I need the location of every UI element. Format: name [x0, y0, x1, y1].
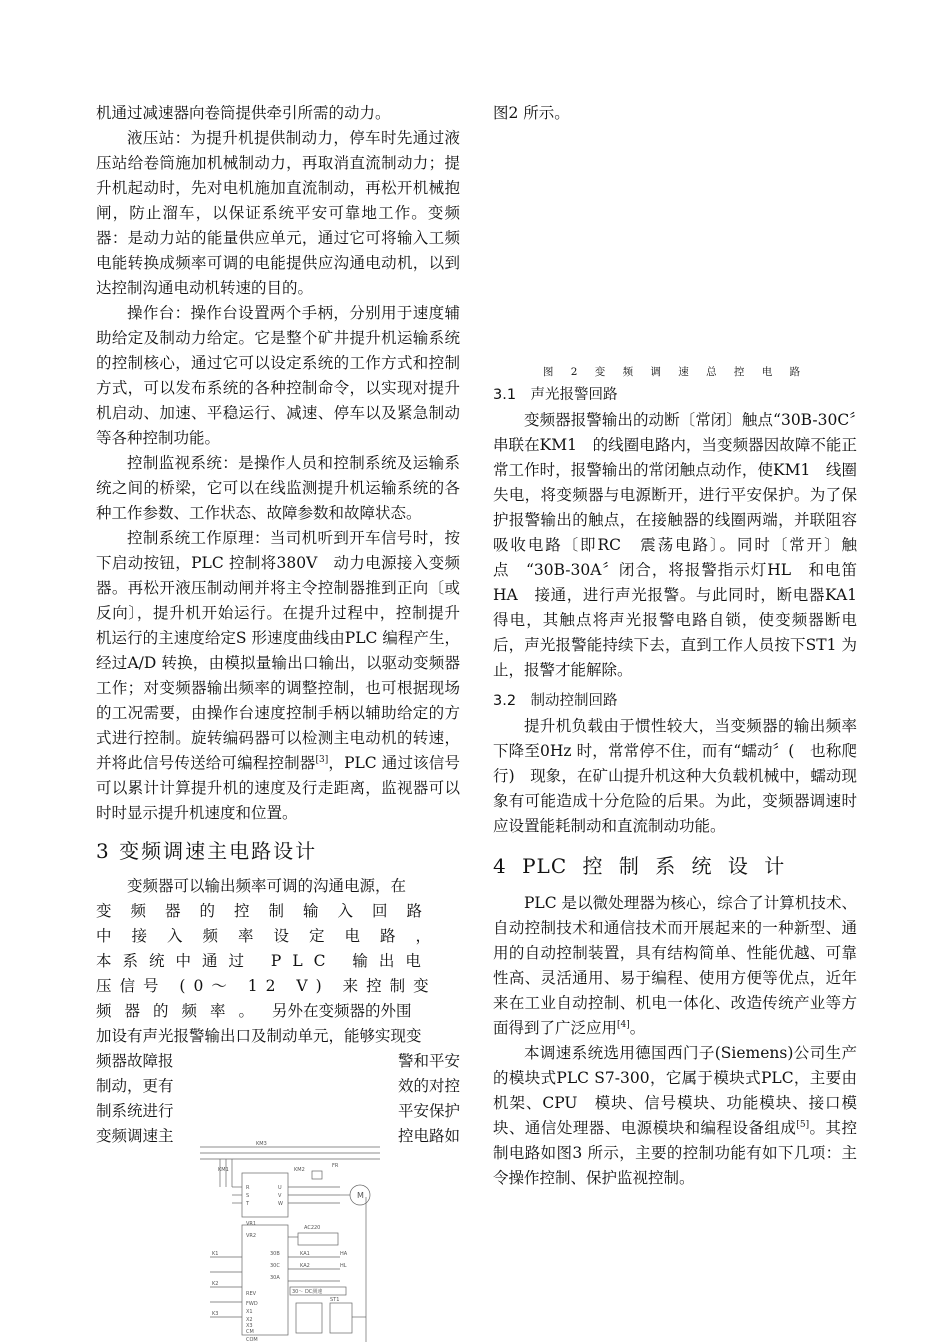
label-30c: 30C [270, 1263, 280, 1269]
paragraph: 提升机负载由于惯性较大，当变频器的输出频率下降至0Hz 时，常常停不住，而有“蠕动〞( 也称爬行) 现象，在矿山提升机这种大负载机械中，蠕动现象有可能造成十分危险的后果。为此，变频器调速时应设置能耗制动和直流制动功能。 [493, 717, 857, 835]
paragraph-line: 变频器的控制输入回路 [96, 902, 442, 920]
paragraph: 图2 所示。 [493, 104, 570, 122]
label-hl: HL [340, 1263, 347, 1269]
label-30b: 30B [270, 1251, 280, 1257]
citation: [5] [796, 1119, 810, 1130]
label-v: V [278, 1193, 282, 1199]
paragraph [96, 526, 460, 826]
section-heading: 3 变频调速主电路设计 [96, 839, 318, 863]
wrap-text: 警和平安 [397, 1052, 460, 1070]
paragraph [493, 1041, 857, 1191]
wrap-text: 制系统进行 [96, 1102, 174, 1120]
paragraph-text: 。 [629, 1019, 646, 1037]
label-t: T [246, 1201, 250, 1207]
label-fwd: FWD [246, 1301, 258, 1307]
wrap-line [96, 1049, 460, 1074]
label-km2: KM2 [294, 1167, 305, 1173]
figure-2-caption: 图 2 变 频 调 速 总 控 电 路 [542, 366, 808, 378]
right-column [493, 101, 857, 1191]
left-column [96, 101, 460, 1149]
motor-label: M [357, 1191, 364, 1200]
figure-2-area [493, 126, 857, 364]
section-heading: 4 PLC 控 制 系 统 设 计 [493, 854, 786, 878]
label-k1: K1 [212, 1251, 219, 1257]
label-x2: X2 [246, 1317, 253, 1323]
label-st1: ST1 [330, 1297, 340, 1303]
label-km3: KM3 [256, 1141, 267, 1147]
circuit-diagram [190, 1137, 390, 1344]
paragraph: 操作台：操作台设置两个手柄，分别用于速度辅助给定及制动力给定。它是整个矿井提升机运输系统的控制核心，通过它可以设定系统的工作方式和控制方式，可以发布系统的各种控制命令，以实现对提升机启动、加速、平稳运行、减速、停车以及紧急制动等各种控制功能。 [96, 304, 460, 447]
wrap-text: 平安保护 [397, 1102, 460, 1120]
label-vr2: VR2 [246, 1233, 257, 1239]
label-rev: REV [246, 1291, 257, 1297]
paragraph-text: ，PLC 通过该信号可以累计计算提升机的速度及行走距离，监视器可以时时显示提升机速度和位置。 [96, 754, 460, 822]
subsection-heading: 3.1 声光报警回路 [493, 387, 618, 403]
label-30a: 30A [270, 1275, 280, 1281]
citation: [4] [617, 1019, 630, 1030]
paragraph-text: 。其控制电路如图3 所示，主要的控制功能有如下几项：主令操作控制、保护监视控制。 [493, 1119, 857, 1187]
label-ka2: KA2 [300, 1263, 310, 1269]
subsection-heading: 3.2 制动控制回路 [493, 693, 618, 709]
paragraph-text: 本调速系统选用德国西门子(Siemens)公司生产的模块式PLC S7-300，它属于模块式PLC，主要由机架、CPU 模块、信号模块、功能模块、接口模块、通信处理器、电源模块和编程设备组成 [493, 1044, 857, 1137]
paragraph: 变频器报警输出的动断〔常闭〕触点“30B-30C〞串联在KM1 的线圈电路内，当变频器因故障不能正常工作时，报警输出的常闭触点动作，使KM1 线圈失电，将变频器与电源断开，进行平安保护。为了保护报警输出的触点，在接触器的线圈两端，并联阻容吸收电路〔即RC 震荡电路〕。同时〔常开〕触点 “30B-30A〞闭合，将报警指示灯HL 和电笛HA 接通，进行声光报警。与此同时，断电器KA1得电，其触点将声光报警电路自锁，使变频器断电后，声光报警能持续下去，直到工作人员按下ST1 为止，报警才能解除。 [493, 411, 857, 679]
wrap-text: 制动，更有 [96, 1077, 174, 1095]
paragraph-text: 另外在变频器的外围 [271, 1002, 412, 1020]
label-r: R [246, 1185, 250, 1191]
wrap-text: 效的对控 [397, 1077, 460, 1095]
paragraph-line: 本系统中通过 PLC 输出电 [96, 952, 432, 970]
label-k2: K2 [212, 1281, 219, 1287]
wrap-text: 频器故障报 [96, 1052, 174, 1070]
label-fr: FR [332, 1163, 339, 1169]
wrap-text: 控电路如 [397, 1127, 460, 1145]
citation: [3] [315, 754, 329, 765]
wrap-line [96, 1099, 460, 1124]
paragraph-line: 变频器可以输出频率可调的沟通电源，在 [127, 877, 407, 895]
paragraph-line [96, 999, 460, 1024]
label-note: 30～ DC测速 [292, 1289, 323, 1295]
paragraph: 机通过减速器向卷筒提供牵引所需的动力。 [96, 104, 391, 122]
wrap-line [96, 1074, 460, 1099]
paragraph-text: 频器的频率。 [96, 1002, 268, 1020]
label-x3: X3 [246, 1323, 253, 1329]
paragraph-line: 压信号 (0～ 12 V) 来控制变 [96, 977, 437, 995]
label-k3: K3 [212, 1311, 219, 1317]
label-vr1: VR1 [246, 1221, 257, 1227]
label-u: U [278, 1185, 282, 1191]
label-x1: X1 [246, 1309, 253, 1315]
paragraph-line: 加设有声光报警输出口及制动单元，能够实现变 [96, 1027, 422, 1045]
label-ka1: KA1 [300, 1251, 310, 1257]
label-w: W [278, 1201, 283, 1207]
label-com: COM [246, 1337, 258, 1343]
label-s: S [246, 1193, 250, 1199]
wrap-text: 变频调速主 [96, 1127, 174, 1145]
paragraph [493, 891, 857, 1041]
label-ac220: AC220 [304, 1225, 321, 1231]
label-ha: HA [340, 1251, 348, 1257]
paragraph: 液压站：为提升机提供制动力，停车时先通过液压站给卷筒施加机械制动力，再取消直流制动力；提升机起动时，先对电机施加直流制动，再松开机械抱闸，防止溜车，以保证系统平安可靠地工作。变频器：是动力站的能量供应单元，通过它可将输入工频电能转换成频率可调的电能提供应沟通电动机，以到达控制沟通电动机转速的目的。 [96, 129, 460, 297]
paragraph: 控制监视系统：是操作人员和控制系统及运输系统之间的桥梁，它可以在线监测提升机运输系统的各种工作参数、工作状态、故障参数和故障状态。 [96, 454, 460, 522]
paragraph-text: 控制系统工作原理：当司机听到开车信号时，按下启动按钮，PLC 控制将380V 动力电源接入变频器。再松开液压制动闸并将主令控制器推到正向〔或反向〕，提升机开始运行。在提升过程中，控制提升机运行的主速度给定S 形速度曲线由PLC 编程产生，经过A/D 转换，由模拟量输出口输出，以驱动变频器工作；对变频器输出频率的调整控制，也可根据现场的工况需要，由操作台速度控制手柄以辅助给定的方式进行控制。旋转编码器可以检测主电动机的转速，并将此信号传送给可编程控制器 [96, 529, 460, 772]
label-cm: CM [246, 1329, 254, 1335]
label-km1: KM1 [218, 1167, 229, 1173]
paragraph-text: PLC 是以微处理器为核心，综合了计算机技术、自动控制技术和通信技术而开展起来的一种新型、通用的自动控制装置，具有结构简单、性能优越、可靠性高、灵活通用、易于编程、使用方便等优点，近年来在工业自动控制、机电一体化、改造传统产业等方面得到了广泛应用 [493, 894, 857, 1037]
paragraph-line: 中接入频率设定电路， [96, 927, 452, 945]
